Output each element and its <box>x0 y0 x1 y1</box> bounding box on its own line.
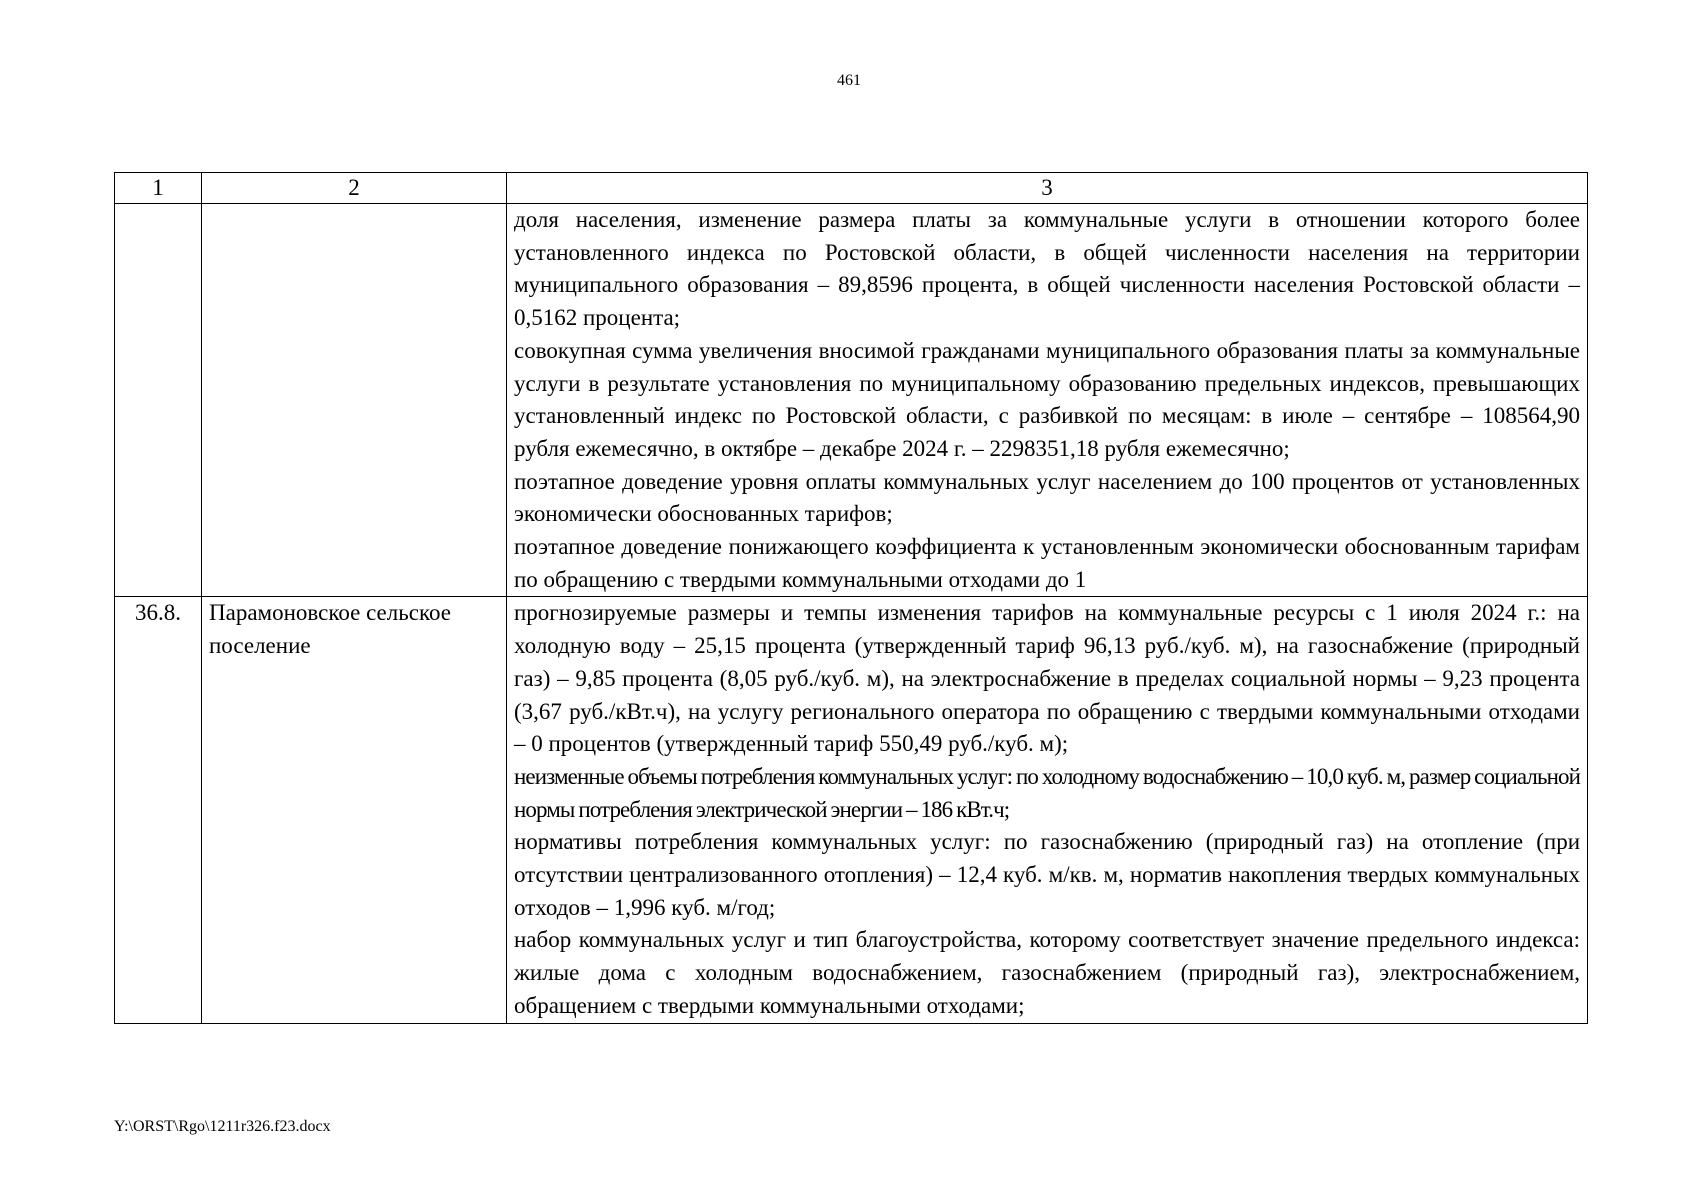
page-number: 461 <box>837 72 861 89</box>
footer-file-path: Y:\ORST\Rgo\1211r326.f23.docx <box>114 1118 331 1135</box>
header-cell-3: 3 <box>507 173 1588 204</box>
header-cell-2: 2 <box>202 173 507 204</box>
table-row <box>115 204 1588 597</box>
details-paragraph: поэтапное доведение уровня оплаты коммунальных услуг населением до 100 процентов от установленных экономически обоснованных тарифов; <box>514 468 1580 527</box>
details-paragraph: прогнозируемые размеры и темпы изменения тарифов на коммунальные ресурсы с 1 июля 2024 г.: на холодную воду – 25,15 процента (утвержденный тариф 96,13 руб./куб. м), на газоснабжение (природный газ) – 9,85 процента (8,05 руб./куб. м), на электроснабжение в пределах социальной нормы – 9,23 процента (3,67 руб./кВт.ч), на услугу регионального оператора по обращению с твердыми коммунальными отходами – 0 процентов (утвержденный тариф 550,49 руб./куб. м); <box>514 600 1580 757</box>
details-paragraph: совокупная сумма увеличения вносимой гражданами муниципального образования платы за коммунальные услуги в результате установления по муниципальному образованию предельных индексов, превышающих установленный индекс по Ростовской области, с разбивкой по месяцам: в июле – сентябре – 108564,90 рубля ежемесячно, в октябре – декабре 2024 г. – 2298351,18 рубля ежемесячно; <box>514 337 1580 461</box>
details-paragraph: неизменные объемы потребления коммунальных услуг: по холодному водоснабжению – 10,0 куб. м, размер социальной нормы потребления электрической энергии – 186 кВт.ч; <box>514 763 1580 822</box>
details-cell <box>507 204 1588 597</box>
details-paragraph: поэтапное доведение понижающего коэффициента к установленным экономически обоснованным тарифам по обращению с твердыми коммунальными отходами до 1 <box>514 534 1580 592</box>
table-header-row <box>115 173 1588 204</box>
table-row <box>115 597 1588 1023</box>
details-paragraph: доля населения, изменение размера платы за коммунальные услуги в отношении которого более установленного индекса по Ростовской области, в общей численности населения на территории муниципального образования – 89,8596 процента, в общей численности населения Ростовской области – 0,5162 процента; <box>514 207 1580 331</box>
row-number-cell: 36.8. <box>115 597 202 1023</box>
details-paragraph: нормативы потребления коммунальных услуг: по газоснабжению (природный газ) на отопление (при отсутствии централизованного отопления) – 12,4 куб. м/кв. м, норматив накопления твердых коммунальных отходов – 1,996 куб. м/год; <box>514 829 1580 920</box>
settlement-name-cell <box>202 204 507 597</box>
settlement-name-cell: Парамоновское сельское поселение <box>202 597 507 1023</box>
details-cell <box>507 597 1588 1023</box>
header-cell-1: 1 <box>115 173 202 204</box>
tariff-table <box>114 172 1588 1024</box>
row-number-cell <box>115 204 202 597</box>
details-paragraph: набор коммунальных услуг и тип благоустройства, которому соответствует значение предельного индекса: жилые дома с холодным водоснабжением, газоснабжением (природный газ), электроснабжением, обращением с твердыми коммунальными отходами; <box>514 927 1580 1018</box>
